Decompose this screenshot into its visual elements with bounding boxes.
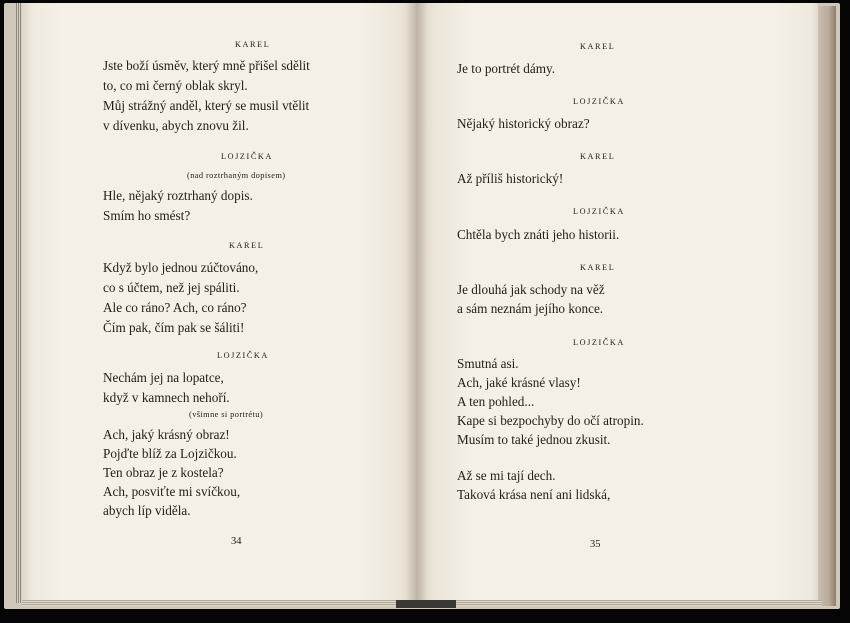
speaker-label: LOJZIČKA — [217, 351, 269, 360]
stage-direction: (všimne si portrétu) — [189, 410, 264, 419]
verse-line: když v kamnech nehoří. — [103, 390, 230, 405]
verse-line: to, co mi černý oblak skryl. — [103, 78, 248, 93]
verse-line: Ach, jaký krásný obraz! — [103, 427, 230, 442]
verse-line: Smutná asi. — [457, 356, 519, 371]
verse-line: A ten pohled... — [457, 394, 535, 409]
verse-line: a sám neznám jejího konce. — [457, 301, 604, 316]
verse-line: Až příliš historický! — [457, 171, 564, 186]
verse-line: Až se mi tají dech. — [457, 468, 556, 483]
speaker-label: KAREL — [580, 42, 616, 51]
verse-line: Můj strážný anděl, který se musil vtělit — [103, 98, 310, 113]
left-page — [22, 3, 416, 600]
verse-line: Chtěla bych znáti jeho historii. — [457, 227, 620, 242]
verse-line: Musím to také jednou zkusit. — [457, 432, 611, 447]
verse-line: Je to portrét dámy. — [457, 61, 556, 76]
verse-line: Je dlouhá jak schody na věž — [457, 282, 605, 297]
speaker-label: KAREL — [235, 40, 271, 49]
verse-line: Ten obraz je z kostela? — [103, 465, 224, 480]
book-cover-right-edge — [818, 6, 836, 606]
speaker-label: LOJZIČKA — [573, 207, 625, 216]
speaker-label: LOJZIČKA — [221, 152, 273, 161]
verse-line: Taková krása není ani lidská, — [457, 487, 611, 502]
verse-line: Ach, posviťte mi svíčkou, — [103, 484, 241, 499]
speaker-label: KAREL — [580, 152, 616, 161]
verse-line: Nějaký historický obraz? — [457, 116, 590, 131]
page-number: 35 — [590, 539, 601, 550]
verse-line: Pojďte blíž za Lojzičkou. — [103, 446, 237, 461]
verse-line: abych líp viděla. — [103, 503, 191, 518]
right-page — [416, 3, 818, 600]
page-number: 34 — [231, 536, 242, 547]
verse-line: Ach, jaké krásné vlasy! — [457, 375, 581, 390]
verse-line: Jste boží úsměv, který mně přišel sdělit — [103, 58, 310, 73]
speaker-label: KAREL — [229, 241, 265, 250]
verse-line: Nechám jej na lopatce, — [103, 370, 224, 385]
verse-line: Smím ho smést? — [103, 208, 191, 223]
verse-line: Hle, nějaký roztrhaný dopis. — [103, 188, 253, 203]
verse-line: Kape si bezpochyby do očí atropin. — [457, 413, 644, 428]
verse-line: v dívenku, abych znovu žil. — [103, 118, 249, 133]
verse-line: Ale co ráno? Ach, co ráno? — [103, 300, 247, 315]
verse-line: Čím pak, čím pak se šáliti! — [103, 320, 245, 335]
spine-shadow — [406, 3, 428, 600]
speaker-label: LOJZIČKA — [573, 97, 625, 106]
speaker-label: KAREL — [580, 263, 616, 272]
verse-line: Když bylo jednou zúčtováno, — [103, 260, 259, 275]
speaker-label: LOJZIČKA — [573, 338, 625, 347]
verse-line: co s účtem, než jej spáliti. — [103, 280, 240, 295]
stage-direction: (nad roztrhaným dopisem) — [187, 171, 286, 180]
